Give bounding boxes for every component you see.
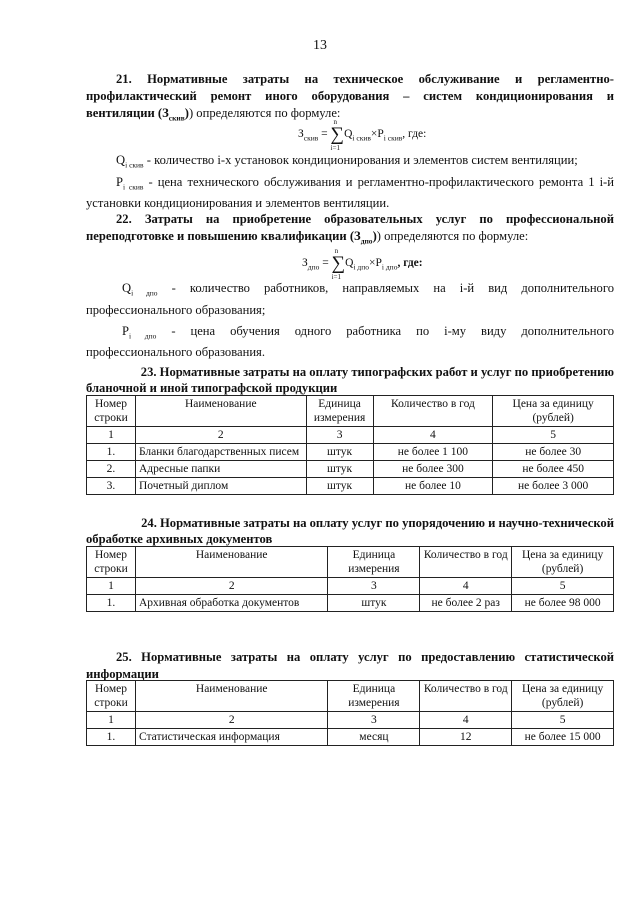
header-cell: Номер строки: [87, 396, 136, 427]
s21-formula-top: n: [333, 118, 338, 126]
page-number: 13: [313, 38, 327, 53]
s22-formula-q-sub: i дпо: [353, 262, 370, 272]
s21-q-def: $Q_{i скив}$ - количество i-х установок кондиционирования и элементов систем вентиляции;: [116, 153, 578, 170]
s22-formula: [302, 247, 423, 281]
s25-title-line2: информации: [86, 667, 159, 681]
s21-formula-end: , где:: [402, 128, 427, 140]
colnum-cell: 2: [135, 578, 328, 595]
s22-formula-left-sub: дпо: [307, 262, 320, 272]
colnum-cell: 4: [420, 712, 512, 729]
s21-title-end: ) определяются по формуле:: [188, 106, 341, 120]
table-cell: штук: [328, 595, 420, 612]
table-cell: 1.: [87, 444, 136, 461]
s22-formula-left: З: [302, 257, 308, 269]
s22-p-def: $P_{i дпо}$ - цена обучения одного работника по i-му виду дополнительного: [122, 323, 614, 341]
table-cell: 1.: [87, 729, 136, 746]
table-cell: не более 10: [373, 478, 493, 495]
s21-formula-x: ×P: [370, 128, 384, 140]
header-cell: Цена за единицу (рублей): [512, 547, 614, 578]
header-cell: Единица измерения: [328, 681, 420, 712]
table-cell: не более 450: [493, 461, 614, 478]
table-cell: не более 3 000: [493, 478, 614, 495]
table-cell: не более 98 000: [512, 595, 614, 612]
header-cell: Единица измерения: [306, 396, 373, 427]
colnum-cell: 4: [420, 578, 512, 595]
s22-formula-bottom: i=1: [331, 273, 342, 281]
colnum-cell: 3: [328, 712, 420, 729]
s24-title-line2: обработке архивных документов: [86, 532, 273, 546]
section-21-title: 21. Нормативные затраты на техническое обслуживание и регламентно- профилактический ремонт иного оборудования – систем кондиционирования и вентиляции $(З_{скив})$) определяются по формуле:: [86, 72, 614, 123]
colnum-cell: 5: [512, 578, 614, 595]
table-cell: не более 300: [373, 461, 493, 478]
colnum-cell: 2: [135, 427, 306, 444]
colnum-cell: 1: [87, 578, 136, 595]
s22-p-def-line2: профессионального образования.: [86, 345, 265, 360]
colnum-cell: 5: [512, 712, 614, 729]
s21-formula-eq: =: [318, 128, 331, 140]
s22-formula-top: n: [334, 247, 339, 255]
s22-formula-end: , где:: [397, 257, 423, 269]
s21-formula-q: Q: [344, 128, 353, 140]
s22-q-def: $Q_{i дпо}$ - количество работников, направляемых на i-й вид дополнительного: [122, 281, 615, 298]
header-cell: Количество в год: [420, 681, 512, 712]
s21-formula-q-sub: i скив: [352, 133, 371, 143]
table-cell: Архивная обработка документов: [135, 595, 328, 612]
s21-formula-bottom: i=1: [330, 144, 340, 152]
s23-title-line2: бланочной и иной типографской продукции: [86, 381, 338, 395]
s22-formula-eq: =: [319, 257, 332, 269]
colnum-cell: 1: [87, 712, 136, 729]
sum-icon: ∑ n i=1: [330, 118, 345, 152]
table-colnum-row: [87, 712, 614, 729]
table-cell: не более 15 000: [512, 729, 614, 746]
colnum-cell: 3: [328, 578, 420, 595]
header-cell: Наименование: [135, 547, 328, 578]
sum-icon: ∑ n i=1: [331, 247, 346, 281]
s22-definitions: [86, 280, 614, 361]
table-row: [87, 478, 614, 495]
table-cell: не более 2 раз: [420, 595, 512, 612]
s22-num: 22.: [116, 212, 132, 226]
s25-title-line1: 25. Нормативные затраты на оплату услуг по предоставлению статистической: [116, 650, 614, 664]
s23-table: [86, 395, 614, 495]
colnum-cell: 5: [493, 427, 614, 444]
header-cell: Цена за единицу (рублей): [512, 681, 614, 712]
s21-formula-p-sub: i скив: [383, 133, 403, 143]
table-row: [87, 461, 614, 478]
table-row: [87, 595, 614, 612]
s22-formula-x: ×P: [369, 257, 382, 269]
s21-title-line1: Нормативные затраты на техническое обслуживание и регламентно-: [147, 72, 614, 86]
header-cell: Единица измерения: [328, 547, 420, 578]
table-cell: Адресные папки: [135, 461, 306, 478]
table-row: [87, 444, 614, 461]
s21-title-line3: вентиляции (З: [86, 106, 169, 120]
table-colnum-row: [87, 578, 614, 595]
s22-title-sub: дпо: [360, 236, 373, 246]
s21-formula-left: З: [298, 128, 304, 140]
table-cell: Бланки благодарственных писем: [135, 444, 306, 461]
table-cell: 12: [420, 729, 512, 746]
header-cell: Номер строки: [87, 681, 136, 712]
section-25-title: [86, 649, 614, 683]
table-cell: Статистическая информация: [135, 729, 328, 746]
table-cell: штук: [306, 461, 373, 478]
table-header-row: [87, 547, 614, 578]
header-cell: Количество в год: [373, 396, 493, 427]
table-header-row: [87, 396, 614, 427]
table-header-row: [87, 681, 614, 712]
s21-definitions: [86, 152, 614, 212]
s22-q-def-line2: профессионального образования;: [86, 302, 266, 317]
colnum-cell: 3: [306, 427, 373, 444]
header-cell: Наименование: [135, 396, 306, 427]
s21-num: 21.: [116, 72, 132, 86]
table-cell: не более 1 100: [373, 444, 493, 461]
table-cell: 3.: [87, 478, 136, 495]
table-cell: 1.: [87, 595, 136, 612]
table-cell: месяц: [328, 729, 420, 746]
table-cell: штук: [306, 478, 373, 495]
s22-title-end: ) определяются по формуле:: [376, 229, 529, 243]
header-cell: Количество в год: [420, 547, 512, 578]
s21-title-sub: скив: [168, 113, 185, 123]
s21-formula: [298, 118, 427, 152]
table-cell: штук: [306, 444, 373, 461]
colnum-cell: 1: [87, 427, 136, 444]
s22-title-line1: Затраты на приобретение образовательных услуг по профессиональной: [144, 212, 614, 226]
s22-formula-q: Q: [345, 257, 354, 269]
table-cell: не более 30: [493, 444, 614, 461]
table-cell: Почетный диплом: [135, 478, 306, 495]
table-colnum-row: [87, 427, 614, 444]
table-cell: 2.: [87, 461, 136, 478]
section-22-title: 22. Затраты на приобретение образовательных услуг по профессиональной переподготовке и повышению квалификации $(З_{дпо})$) определяются по формуле:: [86, 212, 614, 246]
table-row: [87, 729, 614, 746]
header-cell: Номер строки: [87, 547, 136, 578]
s21-formula-left-sub: скив: [303, 133, 319, 143]
colnum-cell: 4: [373, 427, 493, 444]
s24-table: [86, 546, 614, 612]
s24-title-line1: 24. Нормативные затраты на оплату услуг по упорядочению и научно-технической: [141, 516, 614, 530]
colnum-cell: 2: [135, 712, 328, 729]
s22-title-line2: переподготовке и повышению квалификации (З: [86, 229, 361, 243]
s21-p-def-line2: установки кондиционирования и элементов вентиляции.: [86, 196, 390, 211]
s23-title-line1: 23. Нормативные затраты на оплату типографских работ и услуг по приобретению: [140, 365, 614, 379]
s25-table: [86, 680, 614, 746]
s22-formula-p-sub: i дпо: [381, 262, 398, 272]
header-cell: Наименование: [135, 681, 328, 712]
s21-p-def: $P_{i скив}$ - цена технического обслуживания и регламентно-профилактического ремонта 1 i-й: [116, 174, 614, 192]
s21-title-line2: профилактический ремонт иного оборудования – систем кондиционирования и: [86, 89, 614, 103]
header-cell: Цена за единицу (рублей): [493, 396, 614, 427]
